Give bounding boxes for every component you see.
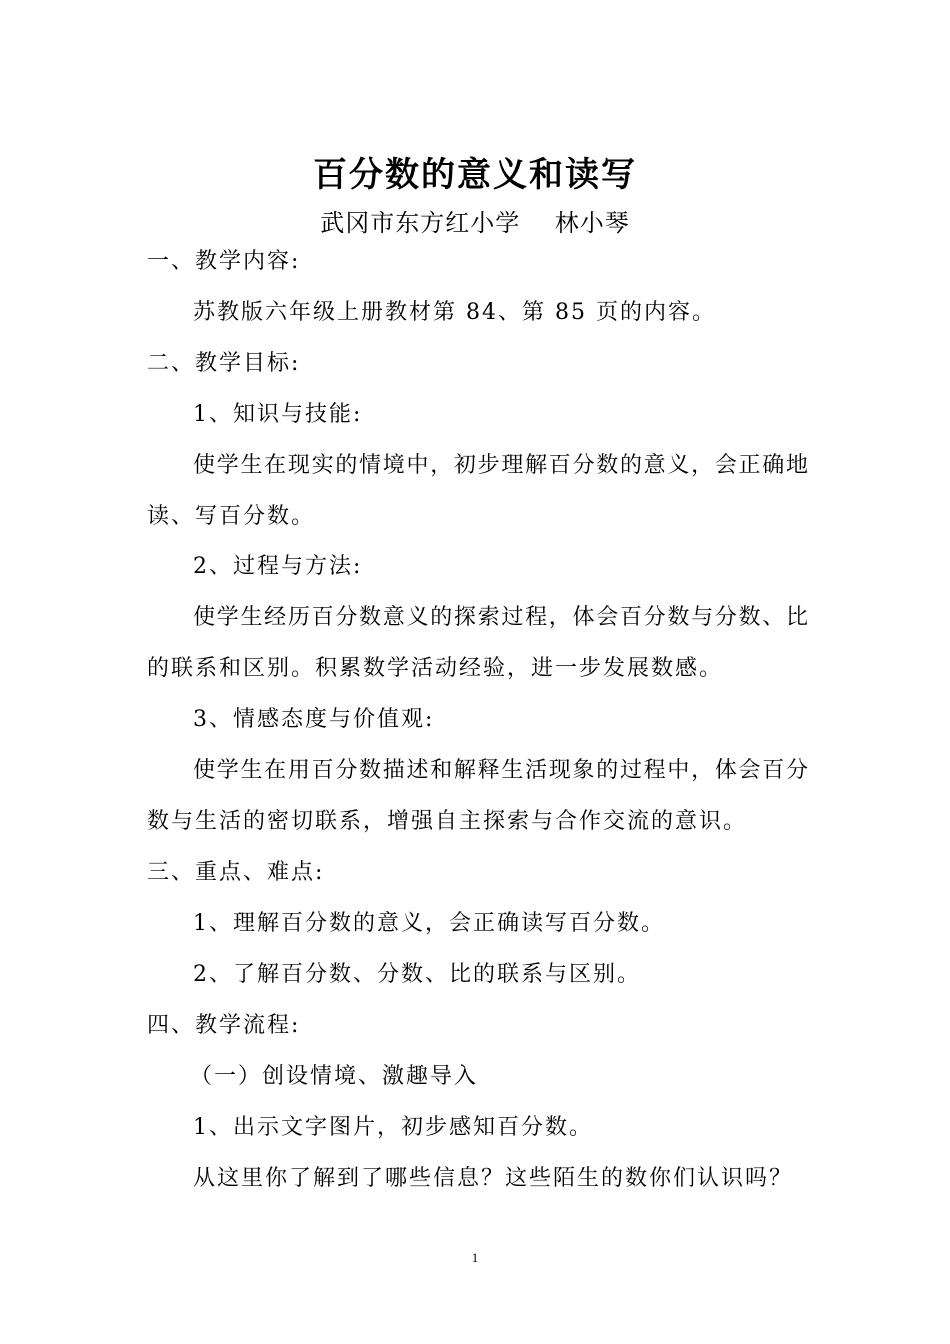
paragraph-line: 使学生经历百分数意义的探索过程，体会百分数与分数、比 <box>193 605 809 630</box>
paragraph-line: 的联系和区别。积累数学活动经验，进一步发展数感。 <box>147 656 724 681</box>
list-item: 2、了解百分数、分数、比的联系与区别。 <box>193 962 641 987</box>
section-heading-goals: 二、教学目标: <box>147 351 301 376</box>
author-line: 武冈市东方红小学 林小琴 <box>320 209 630 237</box>
paragraph-line: 苏教版六年级上册教材第 84、第 85 页的内容。 <box>193 300 716 325</box>
section-heading-process: 四、教学流程: <box>147 1013 301 1038</box>
subheading-step-one: （一）创设情境、激趣导入 <box>190 1064 479 1089</box>
page-number: 1 <box>471 1250 479 1265</box>
paragraph-line: 使学生在现实的情境中，初步理解百分数的意义，会正确地 <box>193 453 809 478</box>
paragraph-line: 从这里你了解到了哪些信息？这些陌生的数你们认识吗？ <box>193 1166 794 1191</box>
paragraph-line: 数与生活的密切联系，增强自主探索与合作交流的意识。 <box>147 809 748 834</box>
subheading-knowledge: 1、知识与技能: <box>193 402 363 427</box>
subheading-attitude: 3、情感态度与价值观: <box>193 707 435 732</box>
section-heading-content: 一、教学内容: <box>147 249 301 274</box>
list-item: 1、理解百分数的意义，会正确读写百分数。 <box>193 911 665 936</box>
list-item: 1、出示文字图片，初步感知百分数。 <box>193 1115 593 1140</box>
section-heading-key-points: 三、重点、难点: <box>147 860 325 885</box>
paragraph-line: 使学生在用百分数描述和解释生活现象的过程中，体会百分 <box>193 758 809 783</box>
subheading-process: 2、过程与方法: <box>193 554 363 579</box>
document-title: 百分数的意义和读写 <box>313 155 637 195</box>
paragraph-line: 读、写百分数。 <box>147 504 316 529</box>
